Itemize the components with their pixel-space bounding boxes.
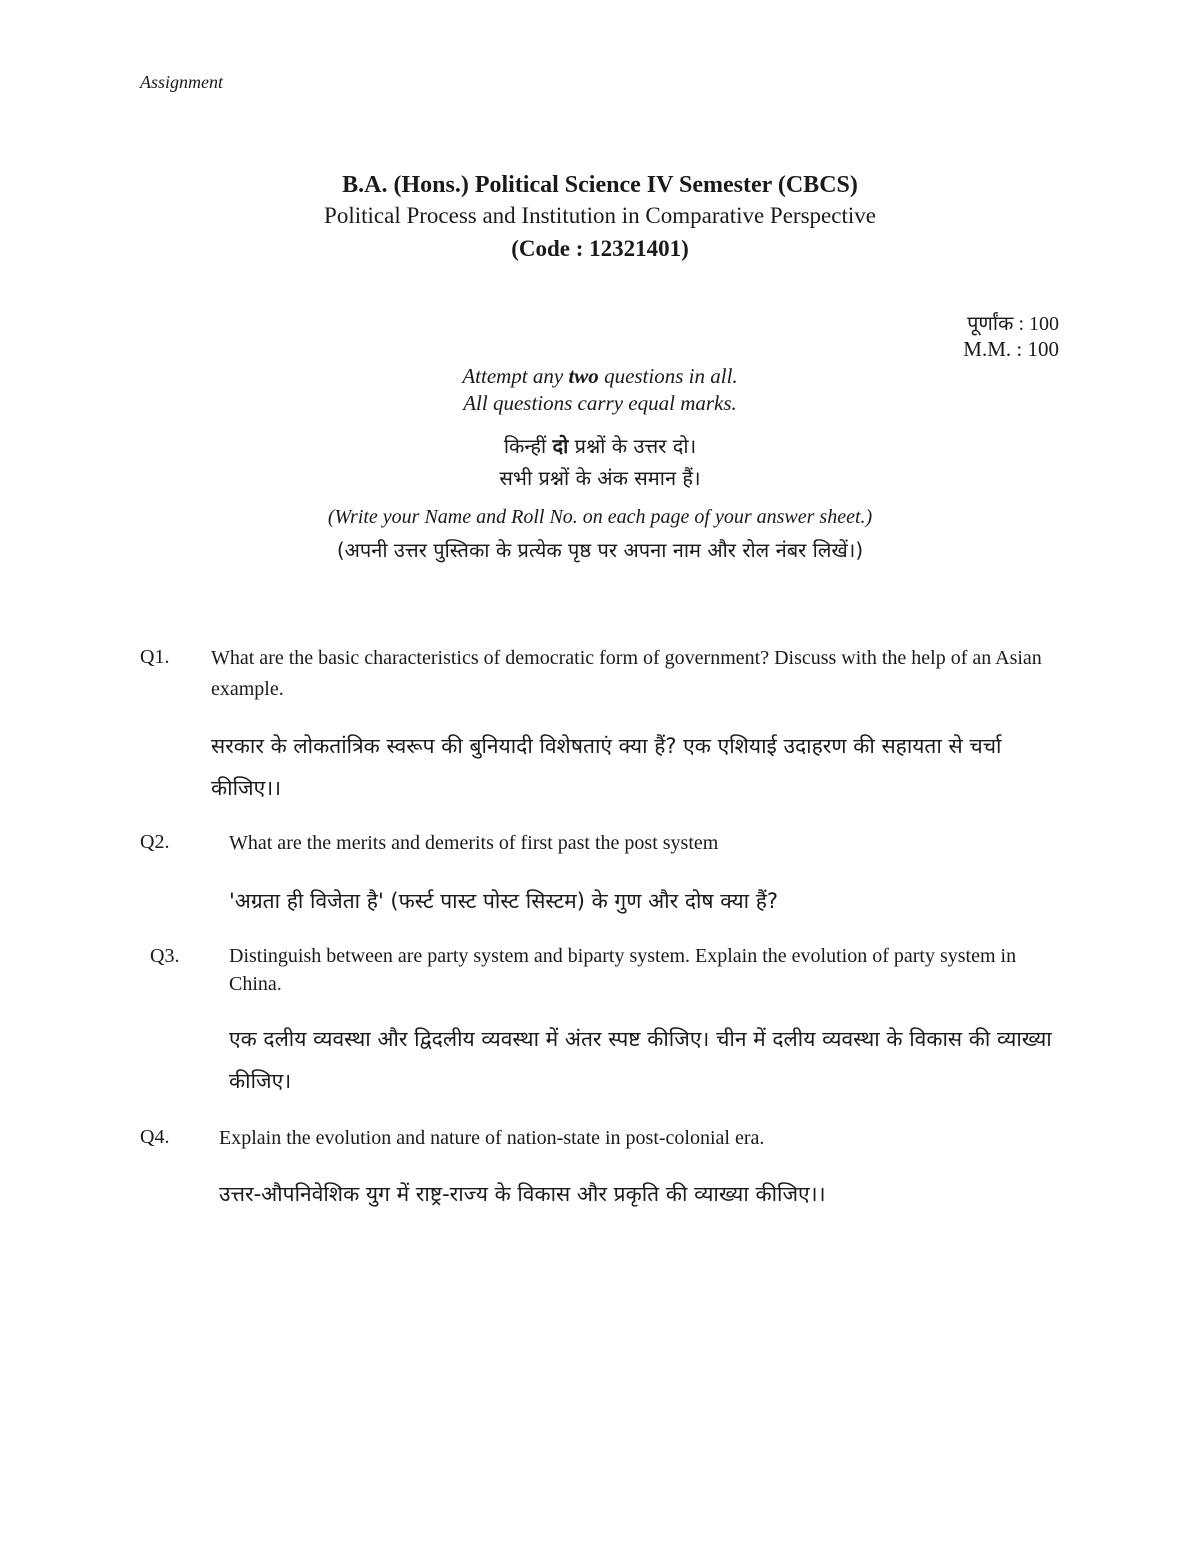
question-text: What are the basic characteristics of democratic form of government? Discuss with the help of an Asian example. — [211, 647, 1042, 700]
question-text: What are the merits and demerits of first past the post system — [229, 832, 719, 854]
question-number: Q3. — [150, 945, 180, 967]
question-text-hindi: एक दलीय व्यवस्था और द्विदलीय व्यवस्था में अंतर स्पष्ट कीजिए। चीन में दलीय व्यवस्था के विकास की व्याख्या कीजिए। — [229, 1027, 1052, 1093]
question-number: Q1. — [140, 646, 170, 668]
instruction-attempt-hindi: किन्हीं दो प्रश्नों के उत्तर दो। — [503, 434, 697, 458]
question-number: Q2. — [140, 831, 170, 853]
document-header-tag: Assignment — [140, 72, 223, 92]
question-text-hindi: सरकार के लोकतांत्रिक स्वरूप की बुनियादी विशेषताएं क्या हैं? एक एशियाई उदाहरण की सहायता से चर्चा कीजिए।। — [211, 734, 1002, 800]
question-text: Distinguish between are party system and biparty system. Explain the evolution of party system in China. — [229, 945, 1017, 995]
paper-code: (Code : 12321401) — [511, 236, 689, 261]
max-marks-hindi: पूर्णांक : 100 — [967, 311, 1059, 335]
question-text-hindi: उत्तर-औपनिवेशिक युग में राष्ट्र-राज्य के विकास और प्रकृति की व्याख्या कीजिए।। — [219, 1182, 826, 1206]
max-marks-hindi-label: पूर्णांक — [967, 311, 1014, 335]
max-marks-english: M.M. : 100 — [963, 337, 1059, 361]
instruction-equal-marks: All questions carry equal marks. — [463, 391, 737, 415]
question-text-hindi: 'अग्रता ही विजेता है' (फर्स्ट पास्ट पोस्ट सिस्टम) के गुण और दोष क्या हैं? — [229, 889, 779, 913]
paper-title: Political Process and Institution in Comparative Perspective — [324, 203, 876, 228]
instruction-equal-marks-hindi: सभी प्रश्नों के अंक समान हैं। — [499, 466, 701, 490]
question-text: Explain the evolution and nature of nation-state in post-colonial era. — [219, 1127, 765, 1149]
instruction-attempt: Attempt any two questions in all. — [462, 364, 738, 388]
instruction-write-name-hindi: (अपनी उत्तर पुस्तिका के प्रत्येक पृष्ठ पर अपना नाम और रोल नंबर लिखें।) — [336, 538, 864, 562]
question-number: Q4. — [140, 1126, 170, 1148]
max-marks-english-label: M.M. — [963, 337, 1012, 361]
instruction-write-name: (Write your Name and Roll No. on each page of your answer sheet.) — [327, 506, 873, 528]
course-title: B.A. (Hons.) Political Science IV Semester (CBCS) — [342, 172, 858, 198]
